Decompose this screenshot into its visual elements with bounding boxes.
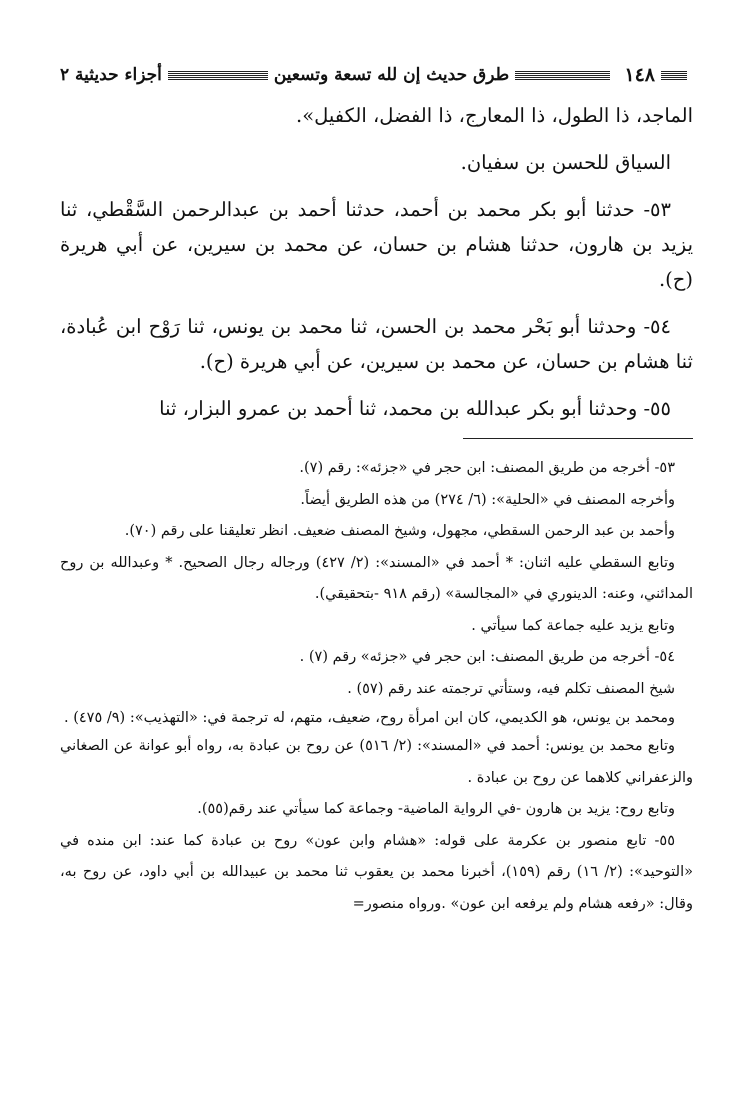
main-paragraph: ٥٥- وحدثنا أبو بكر عبدالله بن محمد، ثنا أحمد بن عمرو البزار، ثنا	[159, 397, 671, 420]
running-header	[60, 60, 693, 90]
footnote: ٥٥- تابع منصور بن عكرمة على قوله: «هشام وابن عون» روح بن عبادة كما عند: ابن منده في «التوحيد»: (٢/ ١٦) رقم (١٥٩)، أخبرنا محمد بن يعقوب ثنا محمد بن عبيدالله بن أبي داود، عن روح به، وقال: «رفعه هشام ولم يرفعه ابن عون» .ورواه منصور=	[60, 832, 693, 912]
footnote: ٥٣- أخرجه من طريق المصنف: ابن حجر في «جزئه»: رقم (٧).	[299, 460, 675, 476]
footnote: وتابع يزيد عليه جماعة كما سيأتي .	[471, 617, 675, 634]
main-paragraph: الماجد، ذا الطول، ذا المعارج، ذا الفضل، الكفيل».	[296, 104, 693, 127]
header-ornament	[515, 71, 610, 80]
header-ornament	[168, 71, 268, 80]
footnote: وتابع روح: يزيد بن هارون -في الرواية الماضية- وجماعة كما سيأتي عند رقم(٥٥).	[197, 801, 675, 817]
footnote: وتابع محمد بن يونس: أحمد في «المسند»: (٢/ ٥١٦) عن روح بن عبادة به، رواه أبو عوانة عن الصغاني والزعفراني كلاهما عن روح بن عبادة .	[60, 738, 693, 786]
footnote: ٥٤- أخرجه من طريق المصنف: ابن حجر في «جزئه» رقم (٧) .	[299, 649, 675, 665]
footnote: شيخ المصنف تكلم فيه، وستأتي ترجمته عند رقم (٥٧) .	[347, 680, 675, 697]
header-series: أجزاء حديثية ٢	[60, 65, 162, 85]
header-ornament	[661, 71, 687, 80]
footnotes	[60, 453, 693, 920]
footnote: ومحمد بن يونس، هو الكديمي، كان ابن امرأة روح، ضعيف، متهم، له ترجمة في: «التهذيب»: (٩/ ٤٧٥) .	[63, 710, 675, 726]
header-title: طرق حديث إن لله تسعة وتسعين	[273, 65, 510, 85]
footnote: وتابع السقطي عليه اثنان: * أحمد في «المسند»: (٢/ ٤٢٧) ورجاله رجال الصحيح. * وعبدالله بن روح المدائني، وعنه: الدينوري في «المجالسة» (رقم ٩١٨ -بتحقيقي).	[60, 554, 693, 602]
main-paragraph: السياق للحسن بن سفيان.	[460, 151, 671, 174]
main-paragraph: ٥٣- حدثنا أبو بكر محمد بن أحمد، حدثنا أحمد بن عبدالرحمن السَّقْطي، ثنا يزيد بن هارون، حدثنا هشام بن حسان، عن محمد بن سيرين، عن أبي هريرة (ح).	[60, 198, 693, 291]
footnote-separator	[463, 438, 693, 439]
main-text	[60, 98, 693, 426]
footnote: وأخرجه المصنف في «الحلية»: (٦/ ٢٧٤) من هذه الطريق أيضاً.	[300, 491, 675, 508]
footnote: وأحمد بن عبد الرحمن السقطي، مجهول، وشيخ المصنف ضعيف. انظر تعليقنا على رقم (٧٠).	[124, 523, 675, 539]
main-paragraph: ٥٤- وحدثنا أبو بَحْر محمد بن الحسن، ثنا محمد بن يونس، ثنا رَوْح ابن عُبادة، ثنا هشام بن حسان، عن محمد بن سيرين، عن أبي هريرة (ح).	[60, 315, 693, 373]
page-number: ١٤٨	[624, 64, 655, 86]
